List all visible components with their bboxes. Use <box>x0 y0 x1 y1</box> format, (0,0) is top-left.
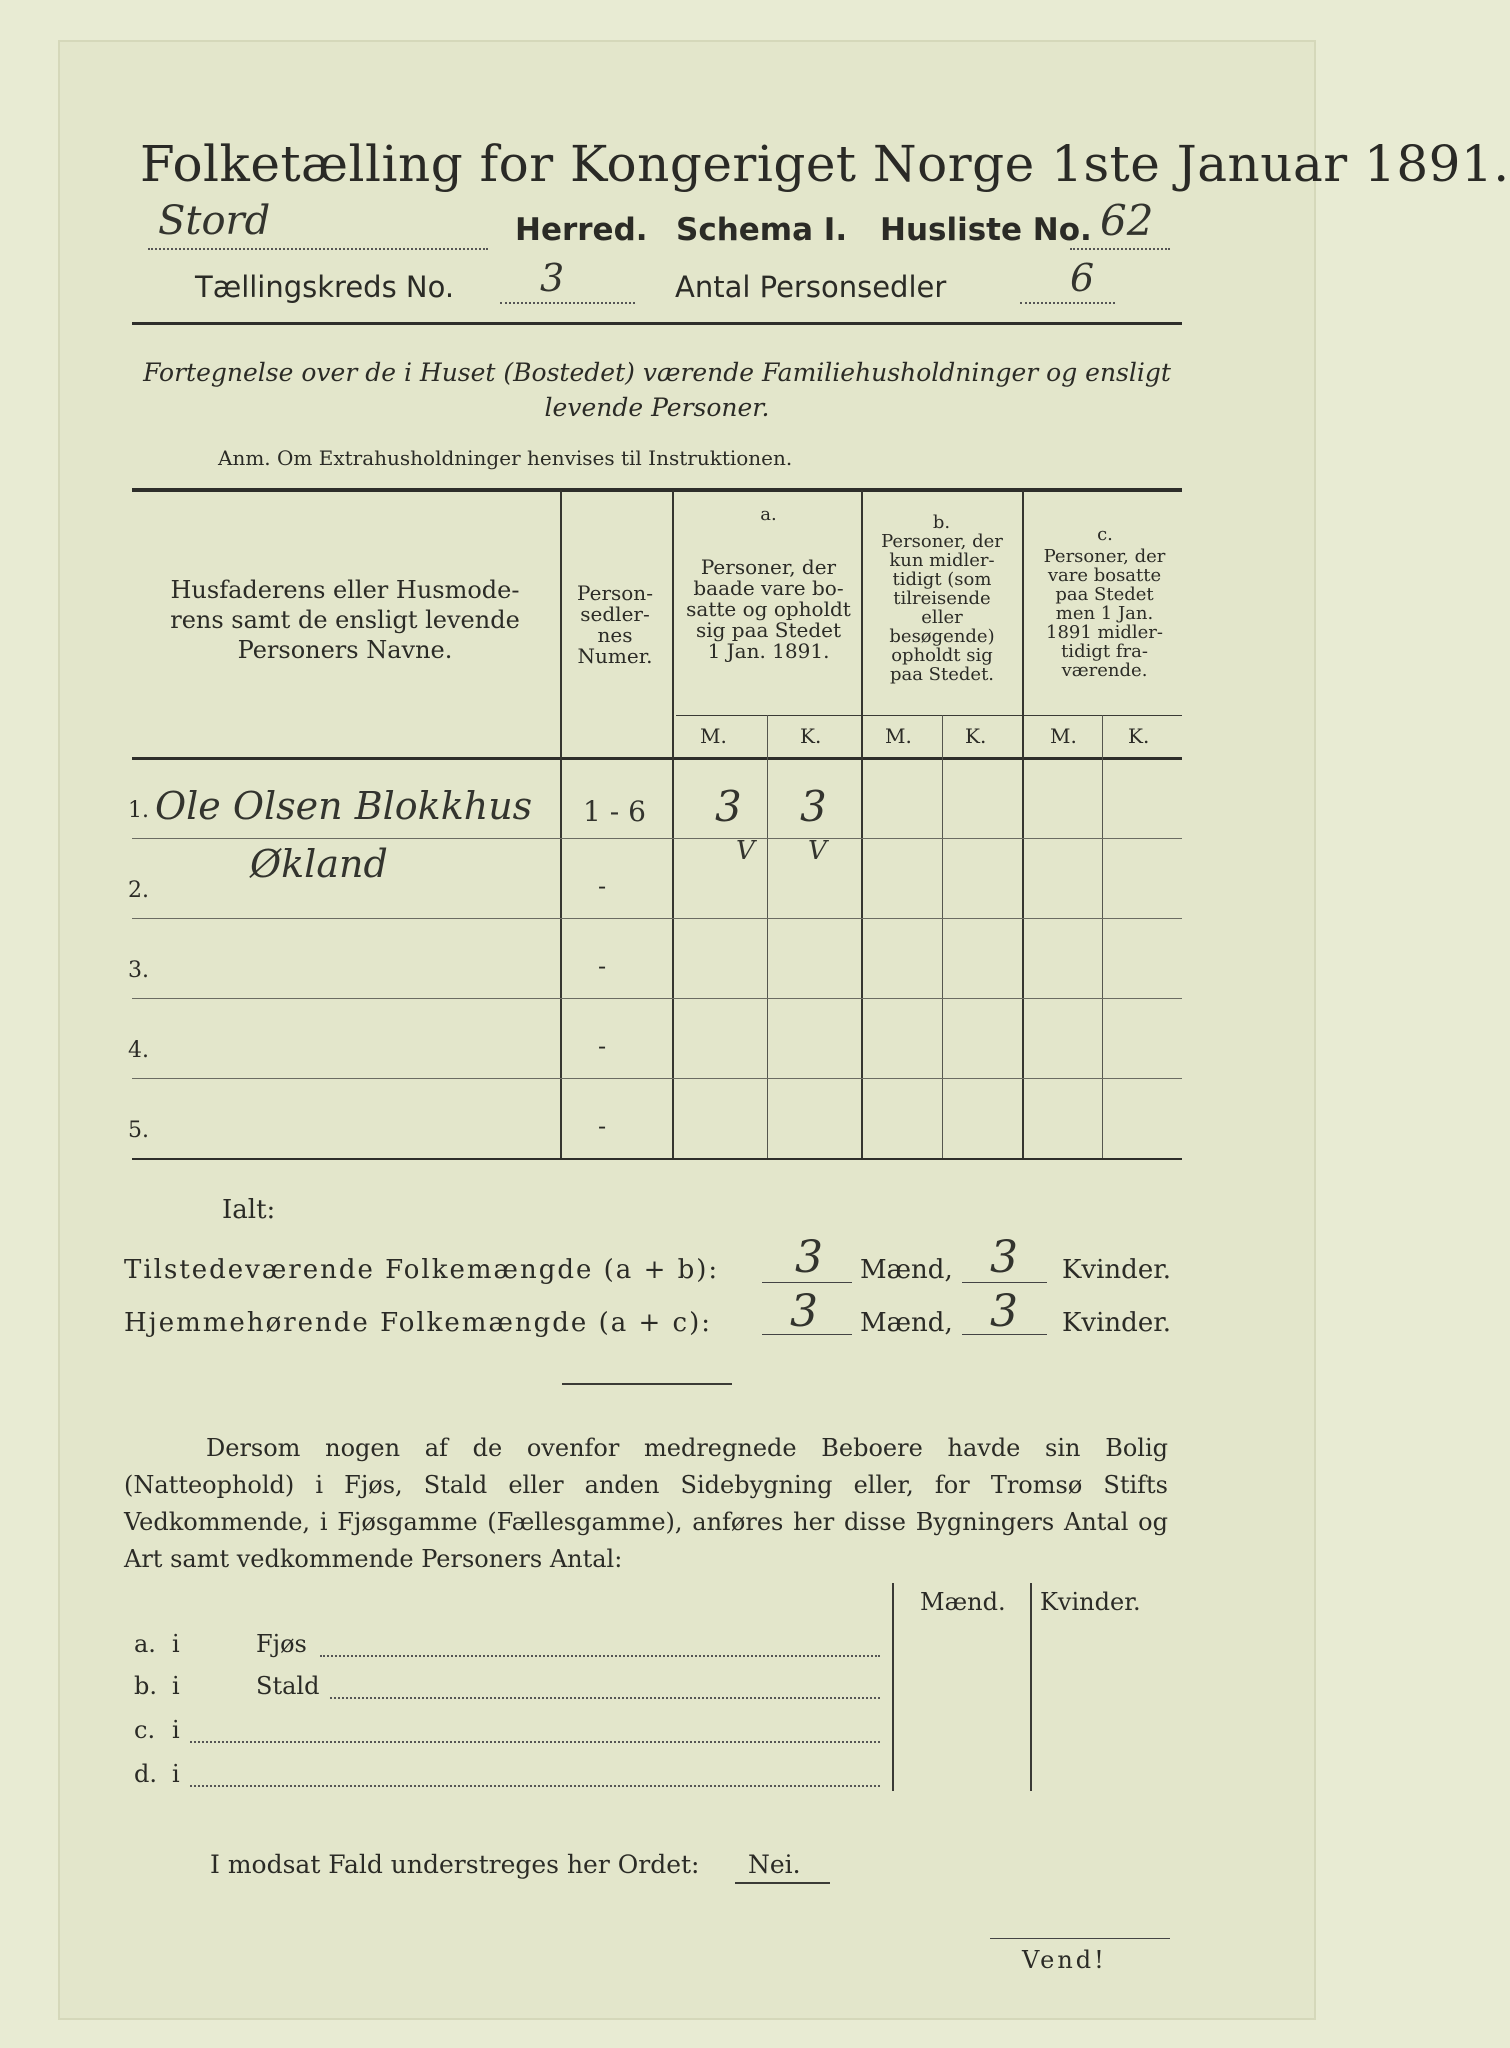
col-c-line: tidigt fra- <box>1061 641 1148 662</box>
husliste-value: 62 <box>1100 196 1154 245</box>
col-c-letter: c. <box>1097 524 1113 545</box>
husliste-field <box>1070 196 1170 250</box>
col-b-line: Personer, der <box>881 531 1003 552</box>
col-numer-line: sedler- <box>580 602 650 626</box>
row-3-number: 3. <box>128 958 149 983</box>
tilstede-kvinder: Kvinder. <box>1062 1255 1172 1285</box>
taellingskreds-value: 3 <box>540 256 565 300</box>
intro-line-2: levende Personer. <box>544 393 770 422</box>
bygning-row-d-letter: d. <box>134 1760 157 1788</box>
section-separator <box>562 1383 732 1385</box>
bygning-row-b-letter: b. <box>134 1672 157 1700</box>
husliste-label: Husliste No. <box>880 212 1092 248</box>
row-5-numer: - <box>598 1112 607 1140</box>
modsat-text: I modsat Fald understreges her Ordet: <box>210 1850 700 1879</box>
col-c-line: men 1 Jan. <box>1055 603 1154 624</box>
col-header-a <box>676 557 861 662</box>
col-a-line: 1 Jan. 1891. <box>707 639 830 663</box>
bygning-row-a-letter: a. <box>134 1630 156 1658</box>
col-a-letter: a. <box>760 504 777 525</box>
bygning-row-d-prefix: i <box>172 1760 180 1788</box>
col-names-line: rens samt de ensligt levende <box>170 606 520 634</box>
row-rule <box>132 998 1182 999</box>
col-c-line: 1891 midler- <box>1046 622 1163 643</box>
c-k-label: K. <box>1128 724 1150 748</box>
row-2-numer: - <box>598 872 607 900</box>
tilstede-maend: Mænd, <box>860 1255 953 1285</box>
col-header-b <box>862 532 1022 684</box>
vend-text: Vend! <box>1022 1946 1107 1974</box>
col-numer-line: Person- <box>577 581 653 605</box>
hjemme-k-value: 3 <box>990 1286 1018 1337</box>
antal-value: 6 <box>1070 256 1095 300</box>
col-divider <box>861 490 863 1158</box>
table-header-rule <box>132 757 1182 760</box>
vend-rule <box>990 1938 1170 1939</box>
row-1-number: 1. <box>128 798 149 823</box>
col-names-line: Husfaderens eller Husmode- <box>170 576 520 604</box>
bygning-row-c-prefix: i <box>172 1716 180 1744</box>
table-bottom-rule <box>132 1158 1182 1160</box>
row-5-number: 5. <box>128 1118 149 1143</box>
row-rule <box>132 838 1182 839</box>
col-b-line: tilreisende <box>893 588 991 609</box>
col-header-numer <box>565 583 665 667</box>
row-1-name: Ole Olsen Blokkhus <box>155 784 533 828</box>
bygning-divider <box>892 1583 894 1791</box>
col-c-line: vare bosatte <box>1047 565 1162 586</box>
row-1-a-k: 3 <box>800 782 827 831</box>
nei-word: Nei. <box>748 1850 801 1879</box>
herred-value: Stord <box>158 198 271 244</box>
col-c-line: paa Stedet <box>1055 584 1154 605</box>
bygning-row-c-letter: c. <box>134 1716 156 1744</box>
col-a-line: baade vare bo- <box>693 576 844 600</box>
hjemme-label: Hjemmehørende Folkemængde (a + c): <box>124 1308 712 1338</box>
taellingskreds-field <box>500 256 635 304</box>
bygning-row-b-dots <box>330 1696 880 1699</box>
nei-underline <box>735 1882 830 1884</box>
col-b-line: kun midler- <box>889 550 995 571</box>
row-2-number: 2. <box>128 878 149 903</box>
form-title: Folketælling for Kongeriget Norge 1ste Januar 1891. <box>140 135 1510 193</box>
row-2-name: Økland <box>250 842 388 886</box>
bygning-row-b-prefix: i <box>172 1672 180 1700</box>
col-divider <box>672 490 674 1158</box>
taellingskreds-label: Tællingskreds No. <box>195 270 455 304</box>
antal-label: Antal Personsedler <box>675 270 947 304</box>
c-m-label: M. <box>1050 724 1077 748</box>
b-k-label: K. <box>965 724 987 748</box>
col-numer-line: Numer. <box>577 644 653 668</box>
bygning-row-b-label: Stald <box>256 1672 320 1700</box>
hjemme-kvinder: Kvinder. <box>1062 1308 1172 1338</box>
intro-line-1: Fortegnelse over de i Huset (Bostedet) værende Familiehusholdninger og ensligt <box>143 358 1171 387</box>
col-header-names <box>140 575 550 665</box>
anm-note: Anm. Om Extrahusholdninger henvises til Instruktionen. <box>218 446 793 470</box>
hjemme-maend: Mænd, <box>860 1308 953 1338</box>
col-divider <box>942 715 943 1158</box>
row-rule <box>132 1078 1182 1079</box>
col-a-line: sig paa Stedet <box>695 618 842 642</box>
bygning-row-a-dots <box>320 1654 880 1657</box>
checkmark-a-m: V <box>736 836 755 866</box>
herred-label: Herred. <box>515 212 648 248</box>
bygning-row-a-label: Fjøs <box>256 1630 307 1658</box>
a-m-label: M. <box>700 724 727 748</box>
tilstede-label: Tilstedeværende Folkemængde (a + b): <box>124 1255 720 1285</box>
col-b-line: opholdt sig <box>891 645 993 666</box>
header-rule <box>132 322 1182 325</box>
col-divider <box>767 715 768 1158</box>
schema-label: Schema I. <box>676 212 848 248</box>
bygning-paragraph: Dersom nogen af de ovenfor medregnede Beboere havde sin Bolig (Natteophold) i Fjøs, Stald eller anden Sidebygning eller, for Tromsø Stifts Vedkommende, i Fjøsgamme (Fællesgamme), anføres her disse Bygningers Antal og Art samt vedkommende Personers Antal: <box>124 1434 1168 1573</box>
table-top-rule <box>132 488 1182 492</box>
col-b-line: eller <box>921 607 963 628</box>
antal-field <box>1020 256 1115 304</box>
col-header-c <box>1022 547 1187 680</box>
col-divider <box>1102 715 1103 1158</box>
col-names-line: Personers Navne. <box>237 636 453 664</box>
col-a-line: Personer, der <box>700 555 837 579</box>
tilstede-m-value: 3 <box>795 1232 823 1283</box>
census-form-page <box>58 40 1510 2020</box>
col-divider <box>560 490 562 1158</box>
row-1-a-m: 3 <box>715 782 742 831</box>
checkmark-a-k: V <box>808 836 827 866</box>
bygning-divider <box>1030 1583 1032 1791</box>
b-m-label: M. <box>885 724 912 748</box>
row-4-number: 4. <box>128 1038 149 1063</box>
col-b-line: paa Stedet. <box>889 664 995 685</box>
ialt-label: Ialt: <box>222 1195 276 1225</box>
row-1-numer: 1 - 6 <box>583 795 646 828</box>
col-a-line: satte og opholdt <box>686 597 851 621</box>
row-3-numer: - <box>598 952 607 980</box>
col-b-line: tidigt (som <box>892 569 992 590</box>
row-4-numer: - <box>598 1032 607 1060</box>
col-divider <box>1022 490 1024 1158</box>
col-b-line: besøgende) <box>889 626 995 647</box>
bygning-maend-header: Mænd. <box>920 1588 1006 1616</box>
bygning-row-a-prefix: i <box>172 1630 180 1658</box>
row-rule <box>132 918 1182 919</box>
herred-field <box>148 198 488 250</box>
tilstede-k-value: 3 <box>990 1232 1018 1283</box>
bygning-row-d-dots <box>190 1784 880 1787</box>
hjemme-m-value: 3 <box>790 1286 818 1337</box>
bygning-row-c-dots <box>190 1740 880 1743</box>
col-numer-line: nes <box>597 623 633 647</box>
col-c-line: Personer, der <box>1043 546 1166 567</box>
bygning-kvinder-header: Kvinder. <box>1040 1588 1141 1616</box>
a-k-label: K. <box>800 724 822 748</box>
col-b-letter: b. <box>932 512 951 533</box>
mk-top-rule <box>676 715 1182 716</box>
col-c-line: værende. <box>1061 660 1148 681</box>
